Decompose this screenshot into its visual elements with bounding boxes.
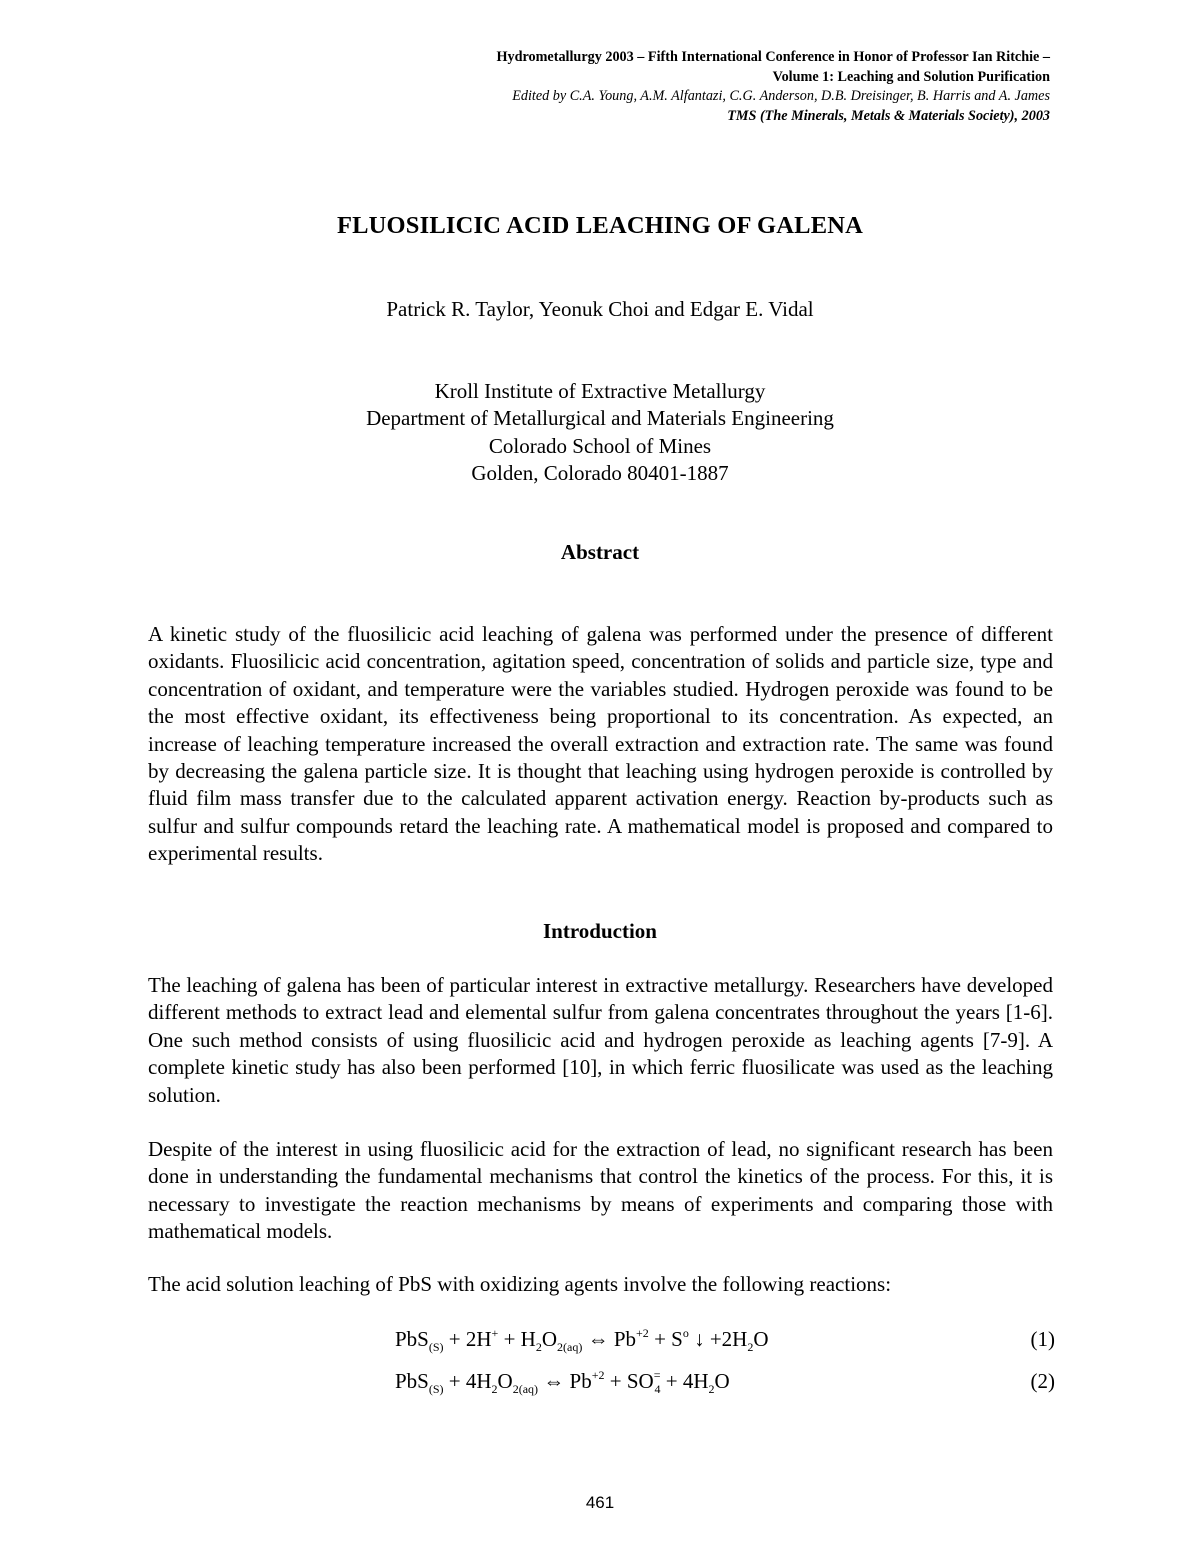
- intro-paragraph-3: The acid solution leaching of PbS with oxidizing agents involve the following reactions:: [148, 1272, 892, 1296]
- equation-2-row: [395, 1369, 1055, 1399]
- affiliation-line-2: Department of Metallurgical and Materials Engineering: [366, 406, 834, 431]
- header-line-2: Volume 1: Leaching and Solution Purification: [772, 68, 1050, 85]
- conference-header: [230, 48, 1050, 126]
- abstract-text: A kinetic study of the fluosilicic acid leaching of galena was performed under the presence of different oxidants. Fluosilicic acid concentration, agitation speed, concentration of solids and particle size, type and concentration of oxidant, and temperature were the variables studied. Hydrogen peroxide was found to be the most effective oxidant, its effectiveness being proportional to its concentration. As expected, an increase of leaching temperature increased the overall extraction and extraction rate. The same was found by decreasing the galena particle size. It is thought that leaching using hydrogen peroxide is controlled by fluid film mass transfer due to the calculated apparent activation energy. Reaction by-products such as sulfur and sulfur compounds retard the leaching rate. A mathematical model is proposed and compared to experimental results.: [148, 622, 1053, 866]
- header-publisher: TMS (The Minerals, Metals & Materials Society), 2003: [727, 107, 1050, 124]
- paper-authors: Patrick R. Taylor, Yeonuk Choi and Edgar E. Vidal: [386, 297, 814, 321]
- header-editors: Edited by C.A. Young, A.M. Alfantazi, C.G. Anderson, D.B. Dreisinger, B. Harris and A. James: [512, 88, 1050, 104]
- equation-1-number: (1): [1030, 1327, 1055, 1351]
- intro-paragraph-2: Despite of the interest in using fluosilicic acid for the extraction of lead, no significant research has been done in understanding the fundamental mechanisms that control the kinetics of the process. For this, it is necessary to investigate the reaction mechanisms by means of experiments and comparing those with mathematical models.: [148, 1137, 1053, 1244]
- equation-1-row: [395, 1327, 1055, 1357]
- introduction-heading: Introduction: [543, 919, 657, 943]
- equation-2-number: (2): [1030, 1369, 1055, 1393]
- abstract-heading: Abstract: [560, 540, 640, 564]
- equation-2: $PbS_{(S)} + 4H_2O_{2(aq)}$ ⇔ $Pb^{+2} + SO^=_4 + 4H_2O$: [395, 1368, 730, 1396]
- equation-1: $PbS_{(S)} + 2H^+ + H_2O_{2(aq)}$ ⇔ $Pb^{+2} + S^o$ ↓ $+2H_2O$: [395, 1326, 769, 1354]
- affiliation-line-4: Golden, Colorado 80401-1887: [471, 461, 729, 486]
- page-number: 461: [585, 1493, 615, 1512]
- affiliation-line-1: Kroll Institute of Extractive Metallurgy: [434, 379, 766, 403]
- intro-paragraph-1: The leaching of galena has been of particular interest in extractive metallurgy. Researchers have developed different methods to extract lead and elemental sulfur from galena concentrates throughout the years [1-6]. One such method consists of using fluosilicic acid and hydrogen peroxide as leaching agents [7-9]. A complete kinetic study has also been performed [10], in which ferric fluosilicate was used as the leaching solution.: [148, 973, 1053, 1107]
- affiliation-block: [0, 378, 1200, 488]
- affiliation-line-3: Colorado School of Mines: [488, 433, 712, 458]
- header-line-1: Hydrometallurgy 2003 – Fifth International Conference in Honor of Professor Ian Ritchie –: [496, 49, 1050, 65]
- paper-title: FLUOSILICIC ACID LEACHING OF GALENA: [336, 212, 864, 239]
